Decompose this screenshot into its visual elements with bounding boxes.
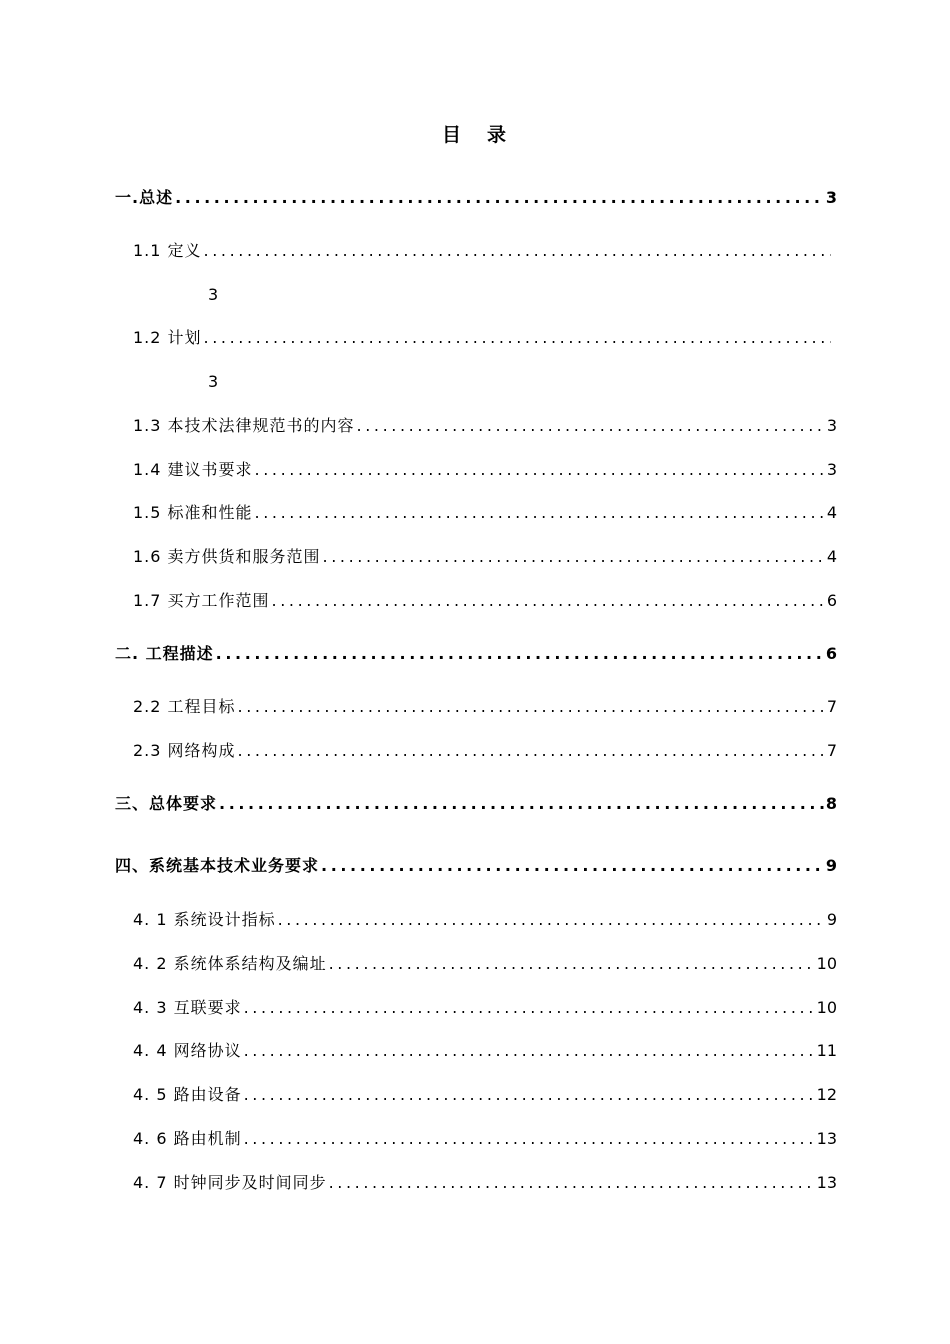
toc-entry-page: 3 <box>208 372 219 391</box>
toc-entry-page: 10 <box>816 998 837 1017</box>
toc-entry-text: 2.3 网络构成 <box>133 741 236 760</box>
toc-entry-text: 二. 工程描述 <box>115 644 214 663</box>
toc-entry-2[interactable] <box>115 641 837 667</box>
toc-entry-text: 4. 4 网络协议 <box>133 1041 242 1060</box>
toc-entry-text: 1.5 标准和性能 <box>133 503 253 522</box>
dot-leader <box>242 995 815 1021</box>
toc-entry-text: 1.1 定义 <box>133 241 202 260</box>
toc-entry-text: 四、系统基本技术业务要求 <box>115 856 320 875</box>
toc-entry-text: 一.总述 <box>115 188 174 207</box>
toc-entry-page: 4 <box>826 503 837 522</box>
toc-entry-4-1[interactable] <box>133 907 837 933</box>
dot-leader <box>214 641 824 667</box>
dot-leader <box>253 500 825 526</box>
toc-entry-text: 三、总体要求 <box>115 794 218 813</box>
toc-entry-text: 4. 5 路由设备 <box>133 1085 242 1104</box>
toc-entry-1-2[interactable] <box>133 325 831 351</box>
toc-entry-page: 6 <box>825 644 837 663</box>
dot-leader <box>327 951 815 977</box>
toc-entry-page: 13 <box>816 1129 837 1148</box>
toc-entry-1-5[interactable] <box>133 500 837 526</box>
dot-leader <box>270 588 825 614</box>
dot-leader <box>242 1082 815 1108</box>
dot-leader <box>217 791 824 817</box>
toc-entry-1-4[interactable] <box>133 457 837 483</box>
toc-entry-page: 9 <box>825 856 837 875</box>
title-part-1: 目 <box>441 124 463 146</box>
toc-entry-text: 4. 1 系统设计指标 <box>133 910 276 929</box>
toc-entry-page: 11 <box>816 1041 837 1060</box>
toc-entry-text: 4. 7 时钟同步及时间同步 <box>133 1173 327 1192</box>
toc-entry-page: 4 <box>826 547 837 566</box>
toc-entry-page: 13 <box>816 1173 837 1192</box>
toc-entry-4-4[interactable] <box>133 1038 837 1064</box>
toc-entry-page: 8 <box>825 794 837 813</box>
dot-leader <box>242 1126 815 1152</box>
toc-entry-4-7[interactable] <box>133 1170 837 1196</box>
toc-entry-page: 9 <box>826 910 837 929</box>
toc-entry-1-3[interactable] <box>133 413 837 439</box>
toc-entry-text: 1.2 计划 <box>133 328 202 347</box>
dot-leader <box>276 907 825 933</box>
toc-entry-1-7[interactable] <box>133 588 837 614</box>
toc-entry-page: 3 <box>826 416 837 435</box>
toc-entry-4-2[interactable] <box>133 951 837 977</box>
toc-entry-4-3[interactable] <box>133 995 837 1021</box>
toc-entry-2-2[interactable] <box>133 694 837 720</box>
page-title <box>0 121 950 149</box>
toc-entry-1[interactable] <box>115 185 837 211</box>
dot-leader <box>236 738 825 764</box>
toc-entry-text: 4. 2 系统体系结构及编址 <box>133 954 327 973</box>
toc-entry-1-1[interactable] <box>133 238 831 264</box>
toc-entry-page: 6 <box>826 591 837 610</box>
dot-leader <box>319 853 824 879</box>
dot-leader <box>321 544 825 570</box>
toc-entry-3[interactable] <box>115 791 837 817</box>
dot-leader <box>236 694 825 720</box>
toc-entry-text: 2.2 工程目标 <box>133 697 236 716</box>
toc-entry-4[interactable] <box>115 853 837 879</box>
toc-entry-text: 1.6 卖方供货和服务范围 <box>133 547 321 566</box>
toc-entry-page: 7 <box>826 697 837 716</box>
toc-entry-text: 1.3 本技术法律规范书的内容 <box>133 416 355 435</box>
toc-entry-page: 7 <box>826 741 837 760</box>
toc-entry-page: 3 <box>208 285 219 304</box>
dot-leader <box>173 185 824 211</box>
title-part-2: 录 <box>487 124 509 146</box>
toc-entry-page: 3 <box>825 188 837 207</box>
toc-entry-page: 12 <box>816 1085 837 1104</box>
dot-leader <box>253 457 825 483</box>
toc-entry-text: 4. 6 路由机制 <box>133 1129 242 1148</box>
dot-leader <box>242 1038 815 1064</box>
toc-entry-text: 1.4 建议书要求 <box>133 460 253 479</box>
toc-entry-text: 4. 3 互联要求 <box>133 998 242 1017</box>
toc-entry-4-6[interactable] <box>133 1126 837 1152</box>
toc-entry-4-5[interactable] <box>133 1082 837 1108</box>
dot-leader <box>202 325 831 351</box>
dot-leader <box>327 1170 815 1196</box>
toc-entry-2-3[interactable] <box>133 738 837 764</box>
toc-entry-1-6[interactable] <box>133 544 837 570</box>
dot-leader <box>355 413 825 439</box>
toc-entry-page: 10 <box>816 954 837 973</box>
toc-entry-text: 1.7 买方工作范围 <box>133 591 270 610</box>
dot-leader <box>202 238 831 264</box>
toc-entry-page: 3 <box>826 460 837 479</box>
